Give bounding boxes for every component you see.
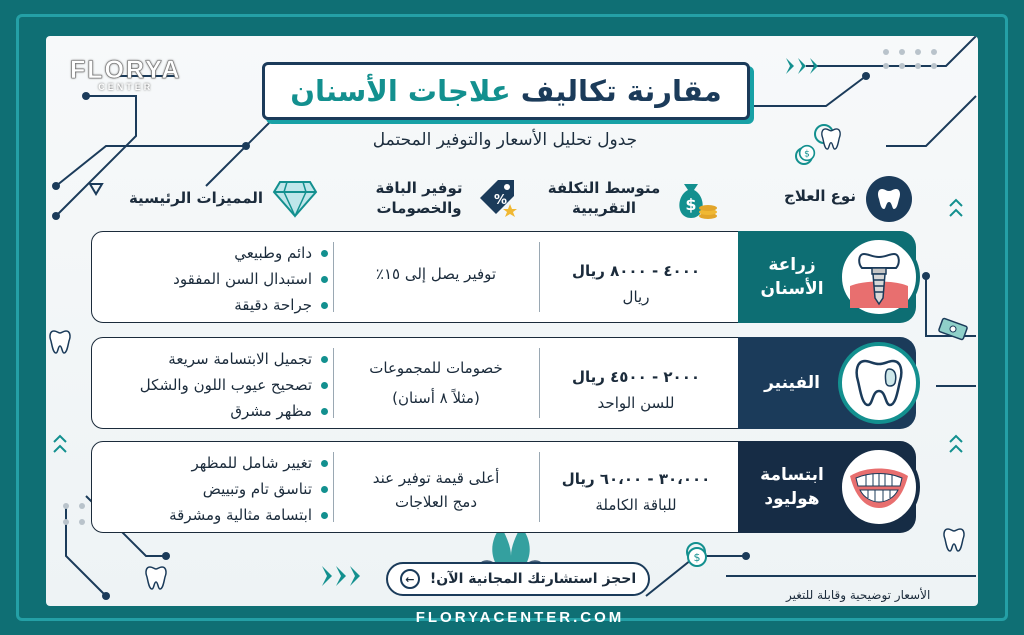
row-features-implants (100, 240, 330, 318)
column-header-treatment: نوع العلاج (784, 187, 856, 205)
row-cost-veneers (544, 364, 728, 416)
veneer-tooth-icon (838, 342, 920, 424)
tooth-outline-icon (942, 526, 966, 558)
column-header-saving-line2: والخصومات (376, 199, 462, 217)
row-cost-line2: للباقة الكاملة (595, 496, 677, 514)
disclaimer-note: الأسعار توضيحية وقابلة للتغير (786, 588, 931, 602)
row-divider (333, 348, 334, 418)
smile-icon (838, 446, 920, 528)
row-name-hollywood-smile (740, 441, 844, 533)
list-item: تناسق تام وتبييض (100, 476, 330, 502)
row-cost-implants (544, 258, 728, 310)
row-features-hollywood-smile (100, 450, 330, 528)
svg-text:$: $ (685, 195, 697, 214)
tooth-icon (866, 176, 912, 222)
list-item: جراحة دقيقة (100, 292, 330, 318)
tooth-outline-icon (820, 126, 842, 156)
row-saving-line2: (مثلاً ٨ أسنان) (392, 389, 480, 407)
brand-logo (70, 56, 182, 92)
logo-text: FLORYA (70, 56, 182, 84)
title-part-1: مقارنة تكاليف (520, 74, 722, 108)
row-divider (333, 242, 334, 312)
row-divider (539, 452, 540, 522)
tooth-outline-icon (48, 328, 72, 360)
row-name-line2: هوليود (764, 489, 820, 509)
title-part-2: علاجات الأسنان (290, 74, 511, 108)
row-name-line2: الأسنان (760, 279, 824, 299)
row-name-line1: زراعة (768, 255, 816, 275)
list-item: مظهر مشرق (100, 398, 330, 424)
dollar-coin-icon (686, 546, 708, 572)
column-header-saving-line1: توفير الباقة (375, 179, 463, 197)
discount-tag-icon (474, 174, 522, 222)
tooth-outline-icon (144, 564, 168, 596)
row-name-line1: الفينير (764, 373, 820, 393)
cta-label: احجز استشارتك المجانية الآن! (429, 571, 637, 587)
row-cost-line1: ٣٠،٠٠٠ - ٦٠،٠٠ ريال (561, 470, 711, 488)
row-cost-line2: ريال (622, 288, 650, 306)
row-divider (539, 242, 540, 312)
column-header-cost-line1: متوسط التكلفة (547, 179, 661, 197)
list-item: تجميل الابتسامة سريعة (100, 346, 330, 372)
row-features-veneers (100, 346, 330, 424)
list-item: استبدال السن المفقود (100, 266, 330, 292)
row-name-veneers (740, 337, 844, 429)
list-item: دائم وطبيعي (100, 240, 330, 266)
book-consultation-button[interactable] (386, 562, 650, 596)
row-cost-line1: ٢٠٠٠ - ٤٥٠٠ ريال (571, 368, 701, 386)
column-header-saving (364, 178, 474, 218)
row-saving-line2: دمج العلاجات (394, 493, 478, 511)
column-header-features: المميزات الرئيسية (128, 189, 264, 207)
money-bag-icon (668, 172, 720, 224)
row-cost-line2: للسن الواحد (597, 394, 675, 412)
row-cost-line1: ٤٠٠٠ - ٨٠٠٠ ريال (571, 262, 701, 280)
page-title (290, 74, 721, 108)
row-divider (539, 348, 540, 418)
row-name-line1: ابتسامة (760, 465, 824, 485)
list-item: تغيير شامل للمظهر (100, 450, 330, 476)
list-item: ابتسامة مثالية ومشرقة (100, 502, 330, 528)
row-saving-line1: أعلى قيمة توفير عند (372, 469, 500, 487)
row-saving-line1: خصومات للمجموعات (369, 359, 503, 377)
arrow-left-icon: ← (400, 569, 420, 589)
diamond-icon (272, 178, 318, 220)
row-divider (333, 452, 334, 522)
row-name-implants (740, 231, 844, 323)
website-url[interactable]: FLORYACENTER.COM (415, 609, 625, 626)
row-saving-implants (338, 262, 534, 286)
list-item: تصحيح عيوب اللون والشكل (100, 372, 330, 398)
page-subtitle: جدول تحليل الأسعار والتوفير المحتمل (372, 130, 638, 150)
column-header-cost-line2: التقريبية (572, 199, 636, 217)
logo-subtext: CENTER (98, 82, 154, 92)
row-saving-hollywood-smile (338, 466, 534, 514)
row-cost-hollywood-smile (544, 466, 728, 518)
svg-text:$: $ (804, 149, 810, 160)
svg-text:%: % (494, 193, 508, 208)
dollar-coin-icon (798, 144, 816, 166)
row-saving-veneers (338, 356, 534, 410)
column-header-cost (544, 178, 664, 218)
row-saving-line1: توفير يصل إلى ١٥٪ (375, 265, 497, 283)
title-box (262, 62, 750, 120)
svg-text:$: $ (693, 551, 701, 564)
implant-tooth-icon (838, 236, 920, 318)
money-bills-icon (936, 314, 972, 350)
